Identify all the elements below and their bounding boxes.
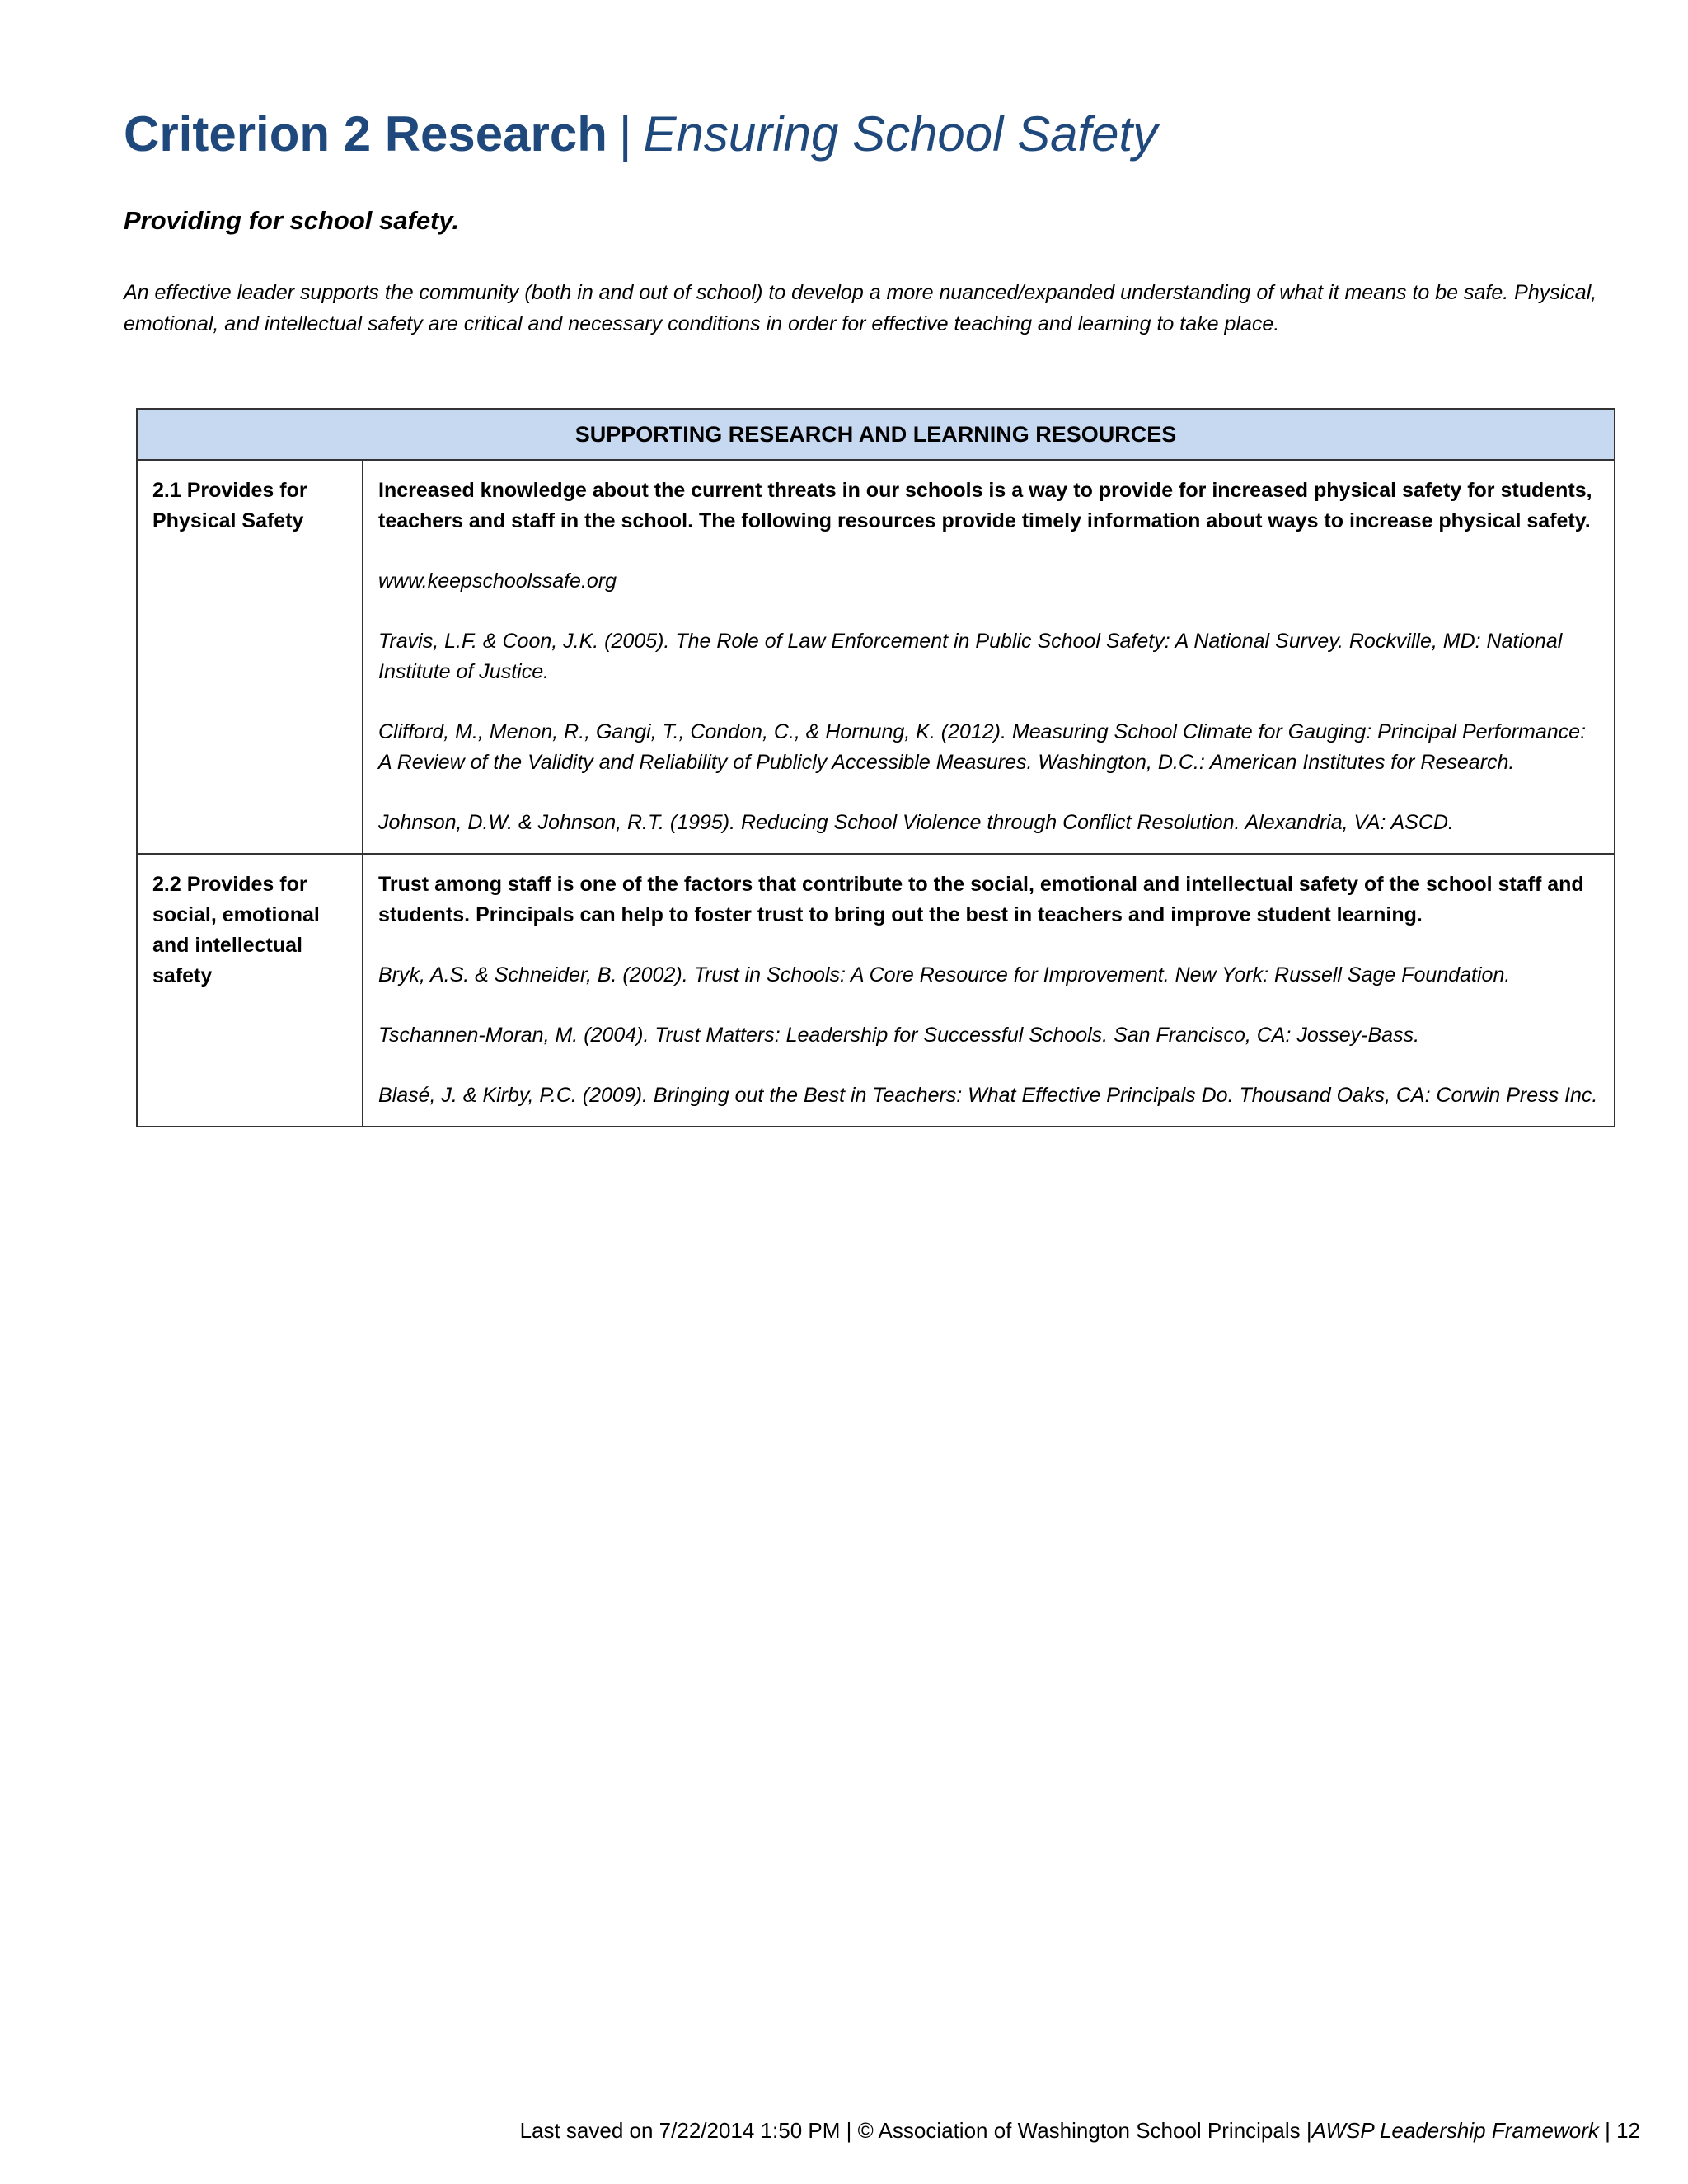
intro-paragraph: An effective leader supports the community (both in and out of school) to develop a more nuanced/expanded understanding of what it means to be safe. Physical, emotional, and intellectual safety are critical and necessary conditions in order for effective teaching and learning to take place. [124,281,1597,335]
resource-link[interactable]: www.keepschoolssafe.org [378,569,617,593]
reference-citation: Tschannen-Moran, M. (2004). Trust Matters: Leadership for Successful Schools. San Francisco, CA: Jossey-Bass. [378,1024,1420,1047]
table-header: SUPPORTING RESEARCH AND LEARNING RESOURCES [137,409,1615,460]
table-row [137,854,1615,1127]
title-separator: | [618,106,632,162]
title-subtitle: Ensuring School Safety [643,106,1158,162]
row-content [363,854,1615,1127]
page-footer [520,2115,1640,2146]
section-subtitle: Providing for school safety. [124,206,460,235]
reference-citation: Travis, L.F. & Coon, J.K. (2005). The Role of Law Enforcement in Public School Safety: A National Survey. Rockville, MD: National Institute of Justice. [378,630,1563,683]
reference-citation: Clifford, M., Menon, R., Gangi, T., Condon, C., & Hornung, K. (2012). Measuring School Climate for Gauging: Principal Performance: A Review of the Validity and Reliability of Publicly Accessible Measures. Washington, D.C.: American Institutes for Research. [378,720,1587,774]
table-header-row [137,409,1615,460]
table-row [137,460,1615,854]
row-lead-text: Increased knowledge about the current threats in our schools is a way to provide for increased physical safety for students, teachers and staff in the school. The following resources provide timely information about ways to increase physical safety. [378,479,1592,532]
footer-framework: AWSP Leadership Framework [1311,2118,1599,2143]
reference-citation: Blasé, J. & Kirby, P.C. (2009). Bringing out the Best in Teachers: What Effective Principals Do. Thousand Oaks, CA: Corwin Press Inc. [378,1084,1598,1107]
row-lead-text: Trust among staff is one of the factors that contribute to the social, emotional and intellectual safety of the school staff and students. Principals can help to foster trust to bring out the best in teachers and improve student learning. [378,873,1584,926]
row-content [363,460,1615,854]
footer-text: Last saved on 7/22/2014 1:50 PM | © Association of Washington School Principals | [519,2118,1312,2143]
title-main: Criterion 2 Research [124,106,607,162]
page-title [124,97,1157,171]
row-label: 2.2 Provides for social, emotional and intellectual safety [137,854,363,1127]
resources-table [136,408,1615,1127]
reference-citation: Johnson, D.W. & Johnson, R.T. (1995). Reducing School Violence through Conflict Resolution. Alexandria, VA: ASCD. [378,811,1454,834]
reference-citation: Bryk, A.S. & Schneider, B. (2002). Trust in Schools: A Core Resource for Improvement. New York: Russell Sage Foundation. [378,963,1511,987]
row-label: 2.1 Provides for Physical Safety [137,460,363,854]
page-number: | 12 [1605,2118,1640,2143]
